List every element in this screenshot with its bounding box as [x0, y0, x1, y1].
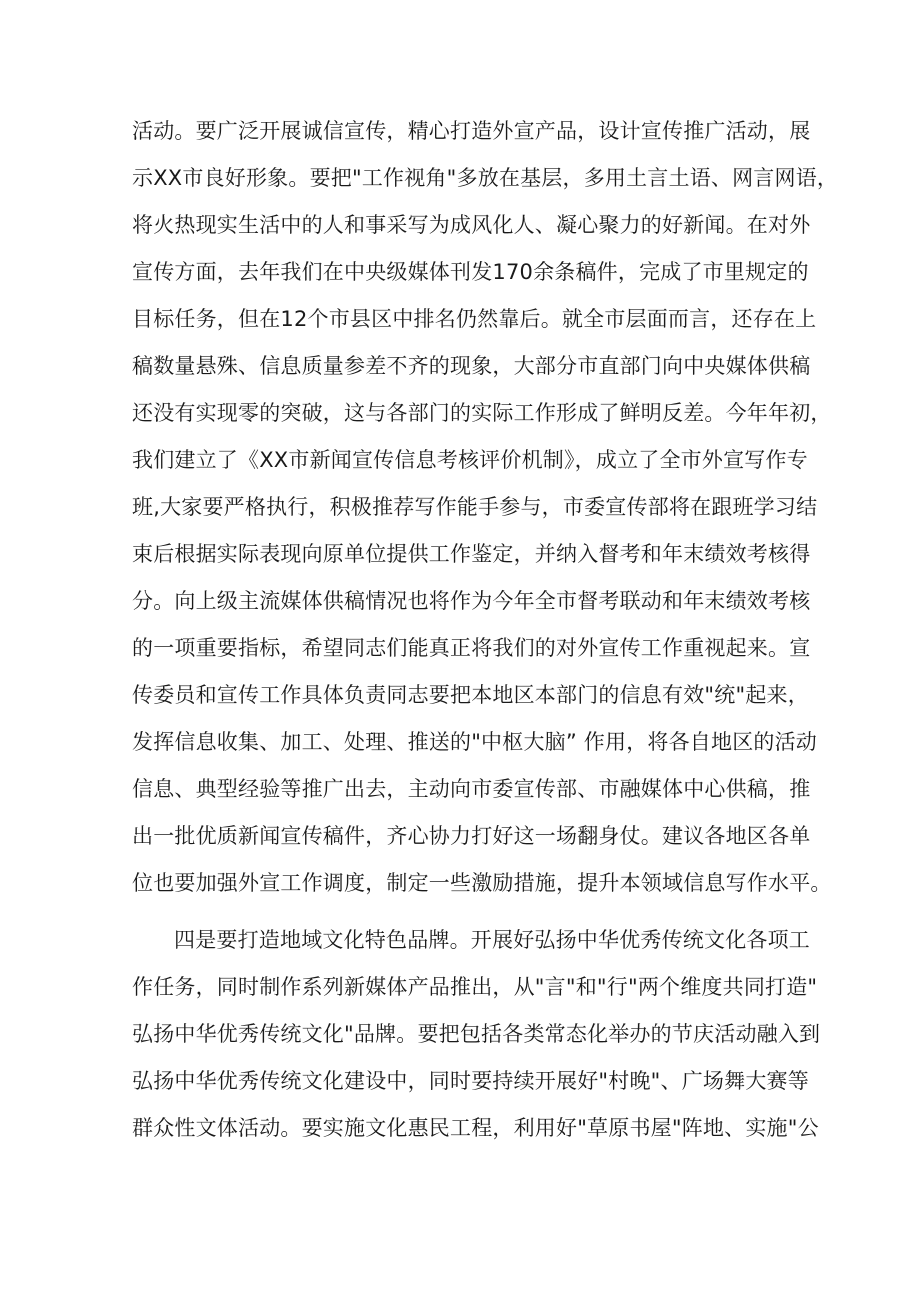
paragraph-continued	[132, 108, 839, 907]
text-line: 出一批优质新闻宣传稿件，齐心协力打好这一场翻身仗。建议各地区各单	[132, 824, 811, 848]
text-line: 还没有实现零的突破，这与各部门的实际工作形成了鲜明反差。今年年初，	[132, 401, 832, 425]
text-line: 作任务，同时制作系列新媒体产品推出，从"言"和"行"两个维度共同打造"	[132, 975, 818, 999]
text-line: 弘扬中华优秀传统文化"品牌。要把包括各类常态化举办的节庆活动融入到	[132, 1022, 821, 1046]
text-line: 群众性文体活动。要实施文化惠民工程，利用好"草原书屋"阵地、实施"公	[132, 1116, 819, 1140]
text-line: 宣传方面，去年我们在中央级媒体刊发170余条稿件，完成了市里规定的	[132, 260, 809, 284]
text-line: 我们建立了《XX市新闻宣传信息考核评价机制》，成立了全市外宣写作专	[132, 448, 808, 472]
text-line: 束后根据实际表现向原单位提供工作鉴定，并纳入督考和年末绩效考核得	[132, 542, 811, 566]
text-line: 将火热现实生活中的人和事采写为成风化人、凝心聚力的好新闻。在对外	[132, 213, 811, 237]
text-line: 的一项重要指标，希望同志们能真正将我们的对外宣传工作重视起来。宣	[132, 636, 811, 660]
text-line: 传委员和宣传工作具体负责同志要把本地区本部门的信息有效"统"起来，	[132, 683, 809, 707]
text-line: 分。向上级主流媒体供稿情况也将作为今年全市督考联动和年末绩效考核	[132, 589, 811, 613]
text-line: 弘扬中华优秀传统文化建设中，同时要持续开展好"村晚"、广场舞大赛等	[132, 1069, 809, 1093]
text-line: 发挥信息收集、加工、处理、推送的"中枢大脑” 作用，将各自地区的活动	[132, 730, 818, 754]
text-line: 稿数量悬殊、信息质量参差不齐的现象，大部分市直部门向中央媒体供稿	[132, 354, 811, 378]
paragraph-culture-brand	[132, 917, 821, 1152]
text-line: 活动。要广泛开展诚信宣传，精心打造外宣产品，设计宣传推广活动，展	[132, 119, 811, 143]
text-line: 示XX市良好形象。要把"工作视角"多放在基层，多用土言土语、网言网语，	[132, 166, 839, 190]
text-line: 信息、典型经验等推广出去，主动向市委宣传部、市融媒体中心供稿，推	[132, 777, 811, 801]
text-line: 四是要打造地域文化特色品牌。开展好弘扬中华优秀传统文化各项工	[174, 928, 810, 952]
text-line: 班,大家要严格执行，积极推荐写作能手参与，市委宣传部将在跟班学习结	[132, 495, 818, 519]
text-line: 目标任务，但在12个市县区中排名仍然靠后。就全市层面而言，还存在上	[132, 307, 817, 331]
text-line: 位也要加强外宣工作调度，制定一些激励措施，提升本领域信息写作水平。	[132, 871, 832, 895]
